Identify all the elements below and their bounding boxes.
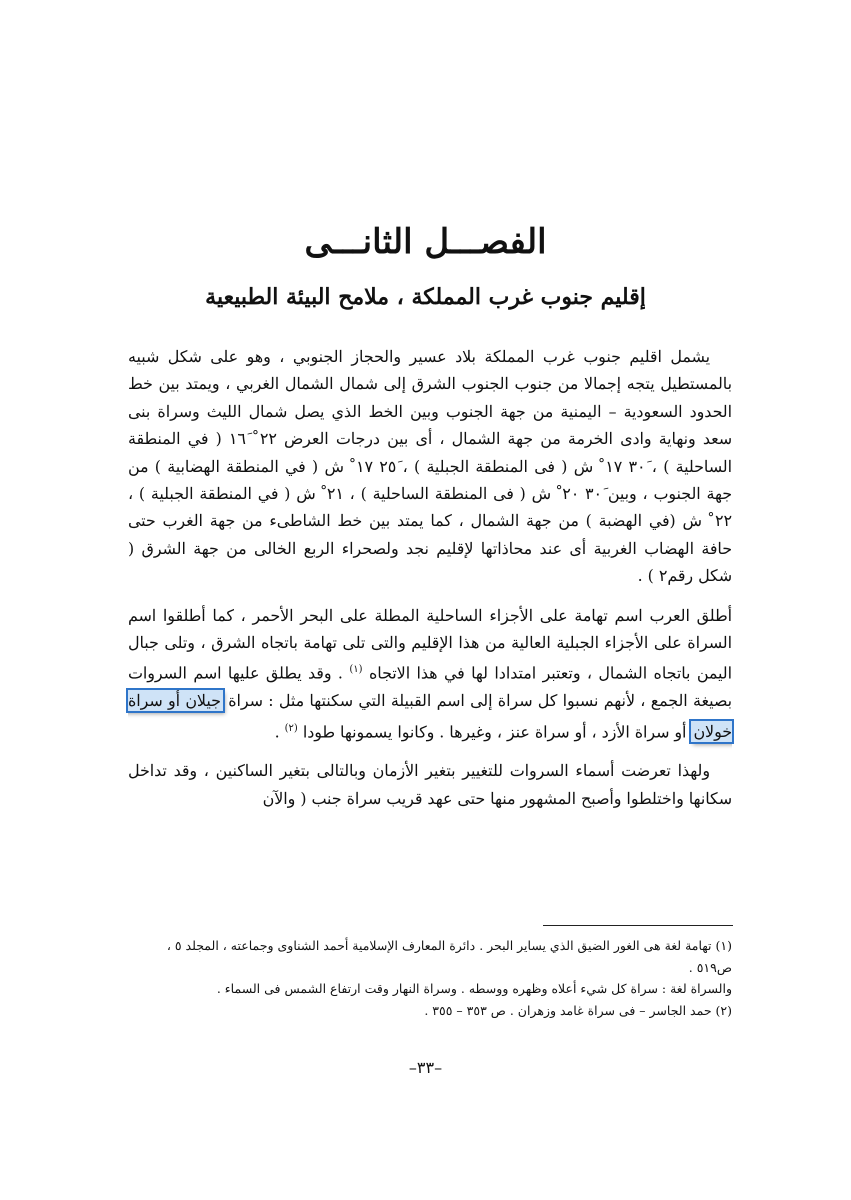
footnote-separator — [543, 925, 733, 926]
paragraph-2-text-a: أطلق العرب اسم تهامة على الأجزاء الساحلية المطلة على البحر الأحمر ، كما أطلقوا اسم السراة على الأجزاء الجبلية العالية من هذا الإقليم والتى تلى تهامة باتجاه الشرق ، وتلى جبال اليمن باتجاه الشمال ، وتعتبر امتدادا لها في هذا الاتجاه — [128, 605, 732, 683]
paragraph-1: يشمل اقليم جنوب غرب المملكة بلاد عسير والحجاز الجنوبي ، وهو على شكل شبيه بالمستطيل يتجه إجمالا من جنوب الجنوب الشرق إلى شمال الشمال الغربي ، ويمتد بين خط الحدود السعودية – اليمنية من جهة الجنوب وبين الخط الذي يصل شمال الليث وسراة بنى سعد ونهاية وادى الخرمة من جهة الشمال ، أى بين درجات العرض ٢٢ ْ ١٦َ ( في المنطقة الساحلية ) ، ٣٠َ ١٧ ْ ش ( فى المنطقة الجبلية ) ، ٢٥َ ١٧ ْ ش ( في المنطقة الهضابية ) من جهة الجنوب ، وبين ٣٠َ ٢٠ ْ ش ( فى المنطقة الساحلية ) ، ٢١ ْ ش ( في المنطقة الجبلية ) ، ٢٢ ْ ش (في الهضبة ) من جهة الشمال ، كما يمتد بين خط الشاطىء من جهة الغرب حتى حافة الهضاب الغربية أى عند محاذاتها لإقليم نجد ولصحراء الربع الخالى من جهة الشرق ( شكل رقم٢ ) . — [128, 347, 732, 586]
paragraph-2-end: . — [274, 721, 280, 741]
section-subtitle: إقليم جنوب غرب المملكة ، ملامح البيئة الطبيعية — [205, 284, 646, 310]
footnote-ref-1[interactable]: (١) — [349, 664, 363, 676]
paragraph-2-text-b: . وقد يطلق عليها اسم السروات بصيغة الجمع ، لأنهم نسبوا كل سراة إلى اسم القبيلة التي سكنتها مثل : سراة — [128, 663, 732, 711]
footnote-ref-2[interactable]: (٢) — [284, 722, 298, 734]
paragraph-3: ولهذا تعرضت أسماء السروات للتغيير بتغير الأزمان وبالتالى بتغير الساكنين ، وقد تداخل سكانها واختلطوا وأصبح المشهور منها حتى عهد قريب سراة جنب ( والآن — [128, 761, 732, 808]
footnotes — [128, 935, 732, 1021]
chapter-title: الفصـــل الثانـــى — [304, 222, 547, 262]
highlighted-selection[interactable]: جيلان أو سراة خولان — [128, 691, 732, 741]
body-text — [128, 343, 732, 812]
footnote-1: (١) تهامة لغة هى الغور الضيق الذي يساير البحر . دائرة المعارف الإسلامية أحمد الشناوى وجماعته ، المجلد ٥ ، ص٥١٩ . — [166, 938, 732, 975]
footnote-1-continued: والسراة لغة : سراة كل شيء أعلاه وظهره ووسطه . وسراة النهار وقت ارتفاع الشمس فى السماء . — [216, 981, 732, 996]
footnote-2: (٢) حمد الجاسر – فى سراة غامد وزهران . ص ٣٥٣ – ٣٥٥ . — [424, 1002, 732, 1018]
paragraph-2-text-c: أو سراة الأزد ، أو سراة عنز ، وغيرها . وكانوا يسمونها طودا — [302, 721, 687, 741]
page-number: –٣٣– — [408, 1058, 443, 1077]
paragraph-2 — [128, 602, 732, 746]
